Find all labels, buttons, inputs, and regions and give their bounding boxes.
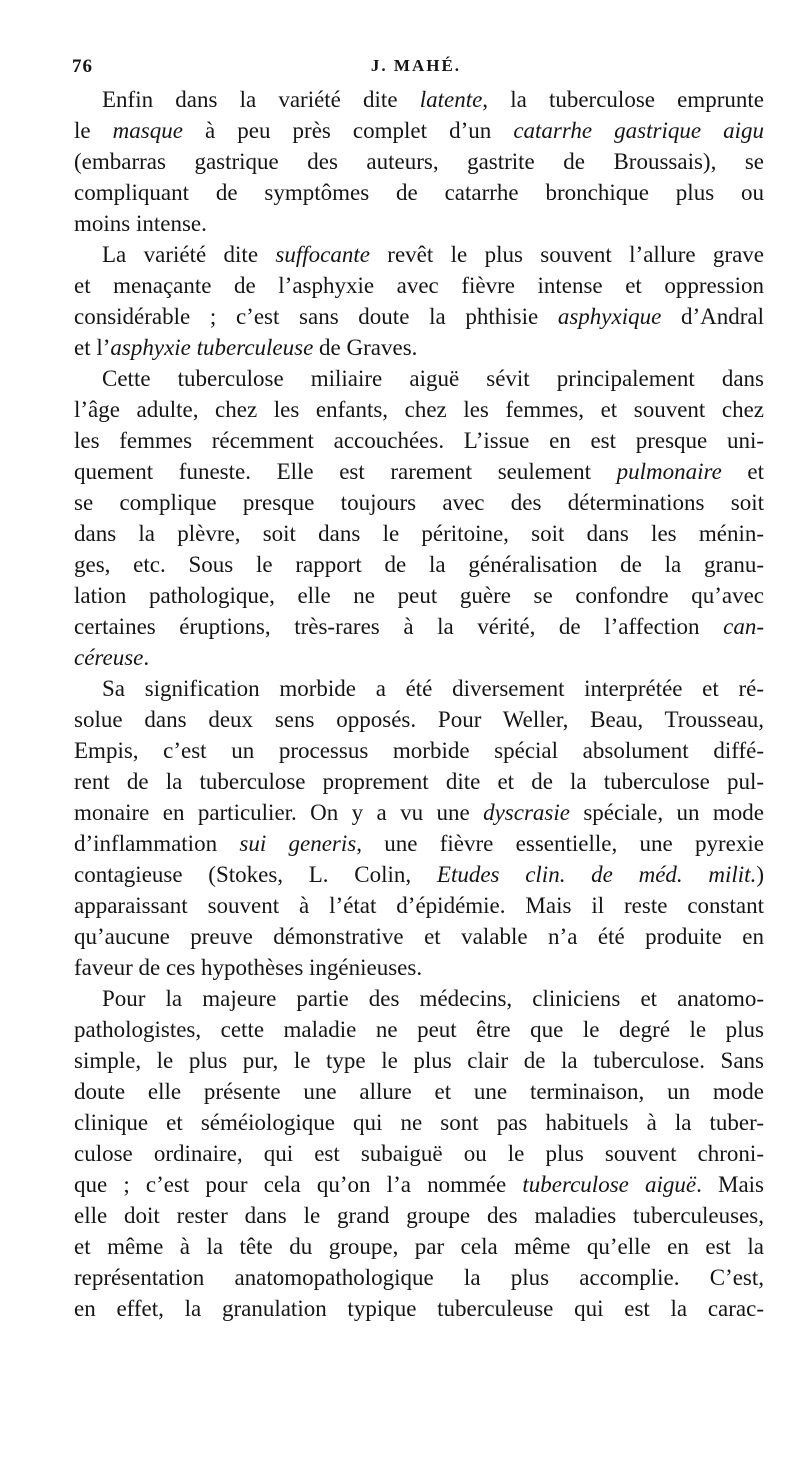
text-line xyxy=(74,704,764,735)
text-run: faveur de ces hypothèses ingénieuses. xyxy=(74,955,423,980)
text-run: compliquant de symptômes de catarrhe bronchique plus ou xyxy=(74,180,764,205)
text-line xyxy=(74,1076,764,1107)
text-line xyxy=(74,828,764,859)
text-line xyxy=(74,549,764,580)
text-line xyxy=(74,1138,764,1169)
italic-term: asphyxique xyxy=(557,304,662,329)
text-line xyxy=(74,332,764,363)
text-run: d’Andral xyxy=(661,304,765,329)
text-run: revêt le plus souvent l’allure grave xyxy=(369,242,765,267)
text-line xyxy=(74,1169,764,1200)
italic-term: céreuse xyxy=(74,645,144,670)
text-line xyxy=(74,1014,764,1045)
text-line xyxy=(74,301,764,332)
text-line xyxy=(74,673,764,704)
text-line xyxy=(74,797,764,828)
text-line xyxy=(74,177,764,208)
italic-term: pulmonaire xyxy=(616,459,722,484)
text-line xyxy=(74,890,764,921)
text-run: solue dans deux sens opposés. Pour Weller, Beau, Trousseau, xyxy=(74,707,764,732)
text-run: les femmes récemment accouchées. L’issue en est presque uni- xyxy=(74,428,764,453)
text-run: ) xyxy=(756,862,764,887)
text-run: ges, etc. Sous le rapport de la généralisation de la granu- xyxy=(74,552,764,577)
text-line xyxy=(74,766,764,797)
text-run: elle doit rester dans le grand groupe des maladies tuberculeuses, xyxy=(74,1203,764,1228)
text-run: qu’aucune preuve démonstrative et valable n’a été produite en xyxy=(74,924,764,949)
text-line xyxy=(74,456,764,487)
text-run: et xyxy=(721,459,764,484)
text-run: clinique et séméiologique qui ne sont pas habituels à la tuber- xyxy=(74,1110,764,1135)
text-line xyxy=(74,1200,764,1231)
text-line xyxy=(74,859,764,890)
text-run: à peu près complet d’un xyxy=(182,118,514,143)
text-run: représentation anatomopathologique la plus accomplie. C’est, xyxy=(74,1265,764,1290)
text-run: Sa signification morbide a été diversement interprétée et ré- xyxy=(102,676,764,701)
text-run: . Mais xyxy=(696,1172,764,1197)
italic-term: Etudes clin. de méd. milit. xyxy=(436,862,757,887)
italic-term: can- xyxy=(723,614,764,639)
italic-term: suffocante xyxy=(275,242,370,267)
text-run: Cette tuberculose miliaire aiguë sévit principalement dans xyxy=(102,366,764,391)
text-run: se complique presque toujours avec des déterminations soit xyxy=(74,490,764,515)
text-run: Empis, c’est un processus morbide spécial absolument diffé- xyxy=(74,738,764,763)
text-run: et menaçante de l’asphyxie avec fièvre intense et oppression xyxy=(74,273,764,298)
italic-term: latente xyxy=(419,87,483,112)
text-line xyxy=(74,952,764,983)
body-text xyxy=(74,84,764,1324)
text-line xyxy=(74,983,764,1014)
text-line xyxy=(74,115,764,146)
text-line xyxy=(74,425,764,456)
text-run: dans la plèvre, soit dans le péritoine, soit dans les ménin- xyxy=(74,521,764,546)
text-line xyxy=(74,146,764,177)
italic-term: tuberculose aiguë xyxy=(522,1172,697,1197)
text-run: doute elle présente une allure et une terminaison, un mode xyxy=(74,1079,764,1104)
text-run: pathologistes, cette maladie ne peut être que le degré le plus xyxy=(74,1017,764,1042)
text-run: Enfin dans la variété dite xyxy=(102,87,420,112)
text-run: et l’ xyxy=(74,335,111,360)
text-run: certaines éruptions, très-rares à la vérité, de l’affection xyxy=(74,614,724,639)
text-line xyxy=(74,1293,764,1324)
text-line xyxy=(74,1045,764,1076)
text-run: La variété dite xyxy=(102,242,276,267)
italic-term: catarrhe gastrique aigu xyxy=(513,118,765,143)
text-line xyxy=(74,518,764,549)
text-line xyxy=(74,208,764,239)
text-line xyxy=(74,921,764,952)
text-run: lation pathologique, elle ne peut guère se confondre qu’avec xyxy=(74,583,764,608)
text-run: , la tuberculose emprunte xyxy=(482,87,764,112)
text-run: en effet, la granulation typique tuberculeuse qui est la carac- xyxy=(74,1296,764,1321)
text-line xyxy=(74,1107,764,1138)
text-line xyxy=(74,735,764,766)
text-line xyxy=(74,239,764,270)
text-run: apparaissant souvent à l’état d’épidémie. Mais il reste constant xyxy=(74,893,764,918)
italic-term: masque xyxy=(112,118,183,143)
text-run: rent de la tuberculose proprement dite et de la tuberculose pul- xyxy=(74,769,764,794)
text-line xyxy=(74,1231,764,1262)
text-line xyxy=(74,1262,764,1293)
text-line xyxy=(74,270,764,301)
text-run: . xyxy=(143,645,150,670)
page-number: 76 xyxy=(72,56,93,77)
text-line xyxy=(74,580,764,611)
text-line xyxy=(74,84,764,115)
text-line xyxy=(74,611,764,642)
text-line xyxy=(74,487,764,518)
text-run: monaire en particulier. On y a vu une xyxy=(74,800,484,825)
text-run: simple, le plus pur, le type le plus clair de la tuberculose. Sans xyxy=(74,1048,764,1073)
text-run: spéciale, un mode xyxy=(569,800,764,825)
text-run: l’âge adulte, chez les enfants, chez les femmes, et souvent chez xyxy=(74,397,764,422)
text-run: moins intense. xyxy=(74,211,207,236)
text-run: , une fièvre essentielle, une pyrexie xyxy=(356,831,764,856)
italic-term: asphyxie tuberculeuse xyxy=(110,335,314,360)
text-run: considérable ; c’est sans doute la phthisie xyxy=(74,304,558,329)
text-line xyxy=(74,394,764,425)
text-run: de Graves. xyxy=(313,335,418,360)
text-line xyxy=(74,642,764,673)
text-run: d’inflammation xyxy=(74,831,240,856)
text-run: et même à la tête du groupe, par cela même qu’elle en est la xyxy=(74,1234,764,1259)
text-run: quement funeste. Elle est rarement seulement xyxy=(74,459,617,484)
text-run: culose ordinaire, qui est subaiguë ou le plus souvent chroni- xyxy=(74,1141,764,1166)
running-header xyxy=(72,56,760,80)
running-title: J. MAHÉ. xyxy=(370,56,462,75)
text-run: Pour la majeure partie des médecins, cliniciens et anatomo- xyxy=(102,986,764,1011)
text-run: que ; c’est pour cela qu’on l’a nommée xyxy=(74,1172,523,1197)
italic-term: sui generis xyxy=(239,831,357,856)
text-line xyxy=(74,363,764,394)
text-run: le xyxy=(74,118,113,143)
text-run: contagieuse (Stokes, L. Colin, xyxy=(74,862,437,887)
italic-term: dyscrasie xyxy=(483,800,570,825)
text-run: (embarras gastrique des auteurs, gastrite de Broussais), se xyxy=(74,149,764,174)
